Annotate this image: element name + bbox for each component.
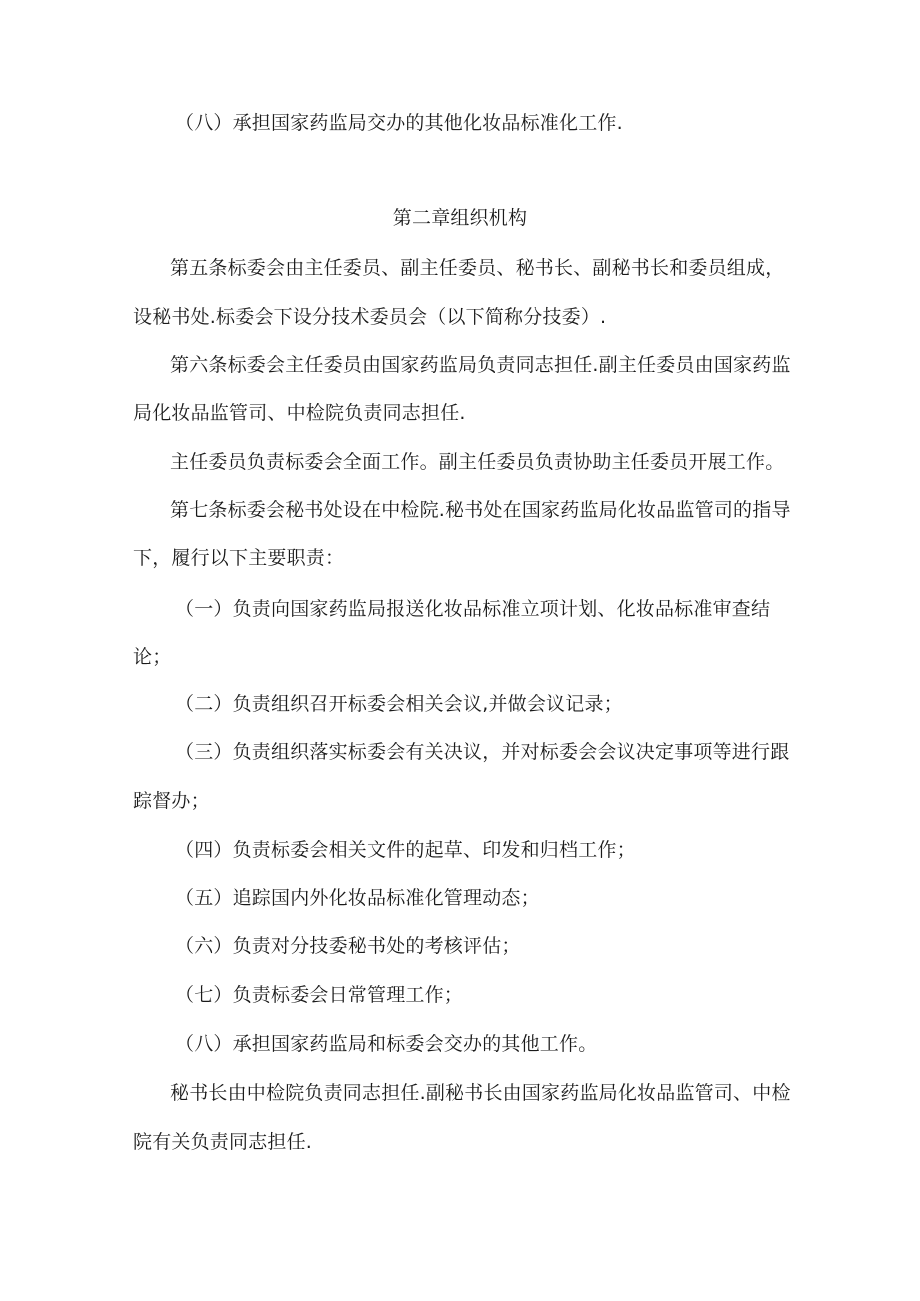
duty-6: （六）负责对分技委秘书处的考核评估； [175,935,521,957]
chair-duty-paragraph: 主任委员负责标委会全面工作。副主任委员负责协助主任委员开展工作。 [170,451,785,473]
chapter-title: 第二章组织机构 [392,207,528,229]
duty-1-line-1: （一）负责向国家药监局报送化妆品标准立项计划、化妆品标准审查结 [175,598,771,620]
duty-2: （二）负责组织召开标委会相关会议,并做会议记录； [175,693,623,715]
article-5-line-1: 第五条标委会由主任委员、副主任委员、秘书长、副秘书长和委员组成， [170,257,785,279]
duty-3-line-2: 踪督办； [133,790,210,812]
duty-5: （五）追踪国内外化妆品标准化管理动态； [175,887,540,909]
article-5-line-2: 设秘书处.标委会下设分技术委员会（以下简称分技委）. [133,306,607,328]
duty-4: （四）负责标委会相关文件的起草、印发和归档工作； [175,839,636,861]
duty-1-line-2: 论； [133,646,172,668]
secretary-general-line-2: 院有关负责同志担任. [133,1131,313,1153]
article-6-line-2: 局化妆品监管司、中检院负责同志担任. [133,402,466,424]
secretary-general-line-1: 秘书长由中检院负责同志担任.副秘书长由国家药监局化妆品监管司、中检 [170,1082,791,1104]
article-6-line-1: 第六条标委会主任委员由国家药监局负责同志担任.副主任委员由国家药监 [170,354,791,376]
duty-8: （八）承担国家药监局和标委会交办的其他工作。 [175,1033,598,1055]
article-7-line-1: 第七条标委会秘书处设在中检院.秘书处在国家药监局化妆品监管司的指导 [170,499,791,521]
item-8-top: （八）承担国家药监局交办的其他化妆品标准化工作. [175,112,623,134]
duty-7: （七）负责标委会日常管理工作； [175,984,464,1006]
article-7-line-2: 下，履行以下主要职责： [133,547,345,569]
duty-3-line-1: （三）负责组织落实标委会有关决议，并对标委会会议决定事项等进行跟 [175,741,790,763]
